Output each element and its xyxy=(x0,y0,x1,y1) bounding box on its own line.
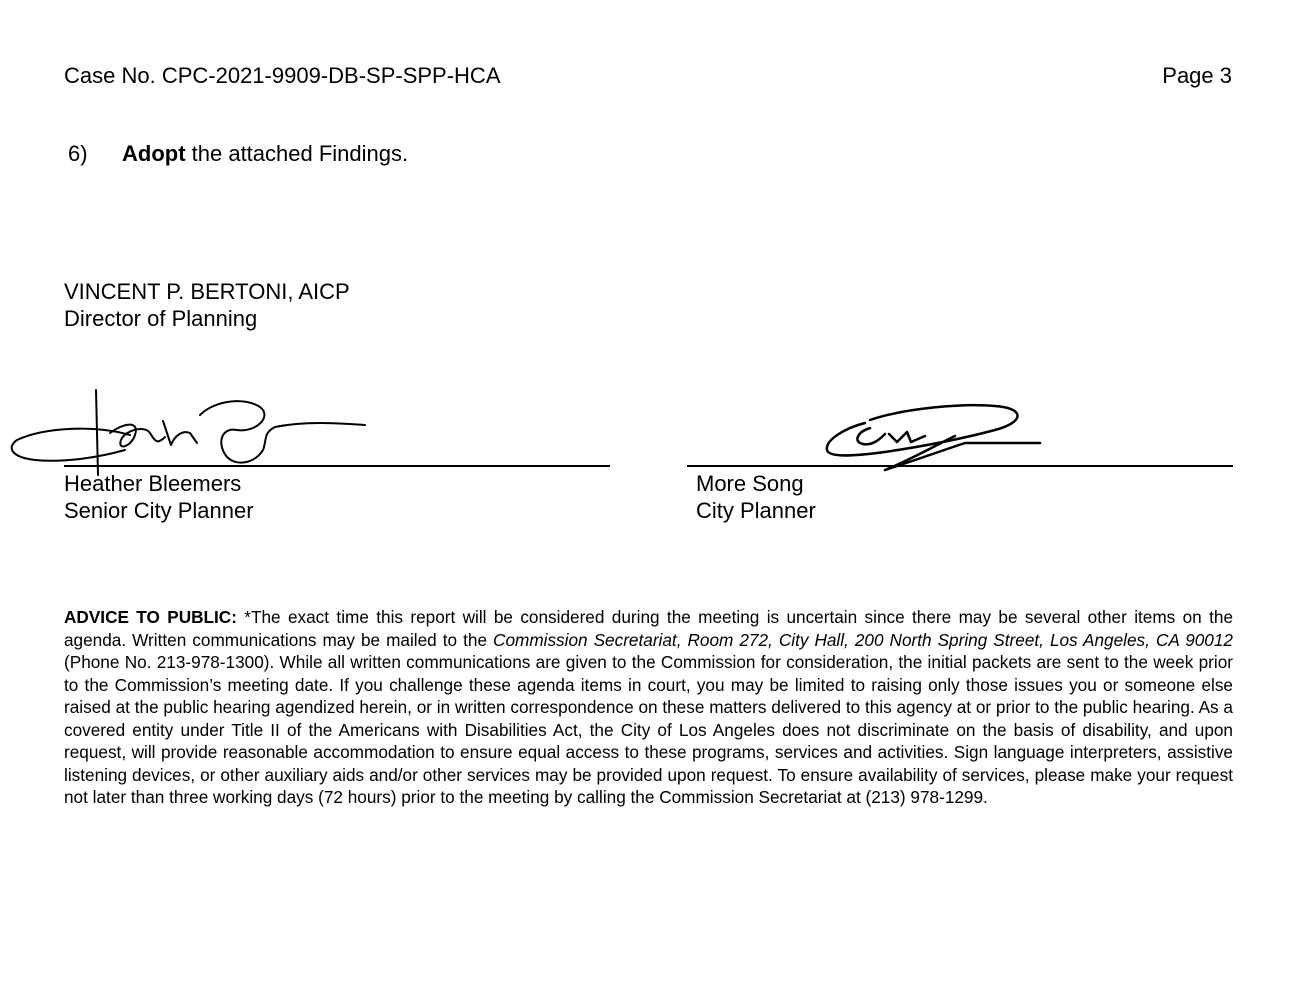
signer-title: Senior City Planner xyxy=(64,498,254,523)
signer-block xyxy=(64,470,254,524)
signer-title: City Planner xyxy=(696,498,816,523)
signer-name: More Song xyxy=(696,471,804,496)
signer-name: Heather Bleemers xyxy=(64,471,242,496)
advice-to-public xyxy=(64,606,1233,809)
advice-text-1: *The exact time this report will be considered during the meeting is uncertain since there may be several other items on the agenda. Written communications may be mailed to the xyxy=(64,607,1234,650)
signature-line xyxy=(687,465,1233,467)
director-block xyxy=(64,278,350,332)
list-item xyxy=(68,141,408,167)
advice-text-2: (Phone No. 213-978-1300). While all written communications are given to the Commission for consideration, the initial packets are sent to the week prior to the Commission’s meeting date. If you challenge these agenda items in court, you may be limited to raising only those issues you or someone else raised at the public hearing agendized herein, or in written correspondence on these matters delivered to this agency at or prior to the public hearing. As a covered entity under Title II of the Americans with Disabilities Act, the City of Los Angeles does not discriminate on the basis of disability, and upon request, will provide reasonable accommodation to ensure equal access to these programs, services and activities. Sign language interpreters, assistive listening devices, or other auxiliary aids and/or other services may be provided upon request. To ensure availability of services, please make your request not later than three working days (72 hours) prior to the meeting by calling the Commission Secretariat at (213) 978-1299. xyxy=(64,652,1233,807)
signature-line xyxy=(64,465,610,467)
signer-block xyxy=(696,470,816,524)
case-number: Case No. CPC-2021-9909-DB-SP-SPP-HCA xyxy=(64,63,501,88)
director-title: Director of Planning xyxy=(64,306,258,331)
item-text: the attached Findings. xyxy=(185,141,409,166)
advice-label: ADVICE TO PUBLIC: xyxy=(64,607,237,627)
advice-address: Commission Secretariat, Room 272, City Hall, 200 North Spring Street, Los Angeles, CA 90012 xyxy=(493,629,1233,650)
page-number: Page 3 xyxy=(1162,63,1232,88)
director-name: VINCENT P. BERTONI, AICP xyxy=(64,279,350,304)
item-number: 6) xyxy=(68,141,88,166)
item-verb: Adopt xyxy=(122,141,186,166)
